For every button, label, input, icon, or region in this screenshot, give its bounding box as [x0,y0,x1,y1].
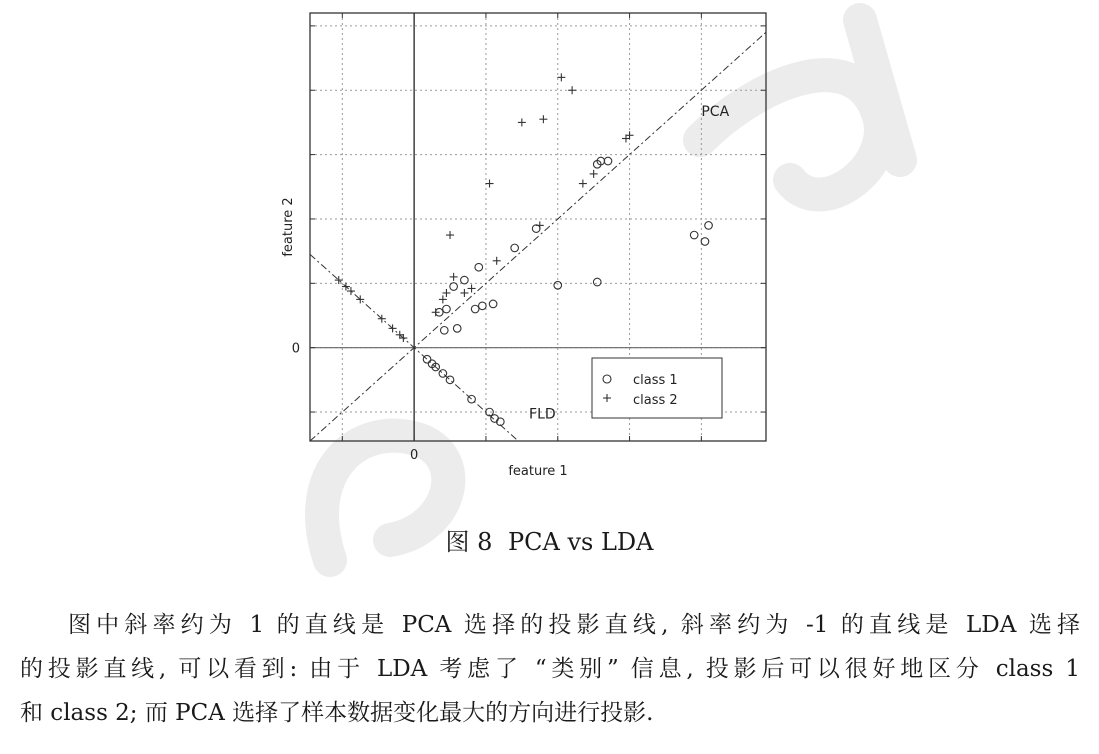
class2-marker [486,180,494,188]
body-paragraph [20,603,1080,735]
class1-marker [471,305,479,313]
class1-marker [475,263,483,271]
y-axis-label: feature 2 [281,197,296,257]
class1-marker [532,225,540,233]
class1-marker [423,355,431,363]
class1-marker [604,157,612,165]
figure-caption [0,522,1099,557]
legend-label-class1: class 1 [633,373,678,388]
class2-marker [446,231,454,239]
class2-marker [342,283,350,291]
class2-marker [539,115,547,123]
x-tick-label: 0 [409,448,419,463]
class1-marker [554,281,562,289]
class1-marker [446,376,454,384]
class2-marker [493,257,501,265]
paragraph-line-2: 的投影直线, 可以看到: 由于 LDA 考虑了 “类别” 信息, 投影后可以很好地区分 class 1 [20,656,1080,682]
class2-marker [518,118,526,126]
class1-marker [701,238,709,246]
class1-marker [690,231,698,239]
class2-marker [568,86,576,94]
class1-marker [461,276,469,284]
class1-marker [453,325,461,333]
x-axis-label: feature 1 [508,464,568,479]
legend-label-class2: class 2 [633,393,678,408]
class2-marker [590,170,598,178]
class1-marker [491,415,499,423]
class2-marker [442,289,450,297]
class2-marker [557,73,565,81]
tick-labels [292,342,419,463]
class1-marker [593,278,601,286]
class1-marker [440,326,448,334]
class2-marker [432,308,440,316]
class1-marker [479,302,487,310]
class1-marker [450,283,458,291]
y-tick-label: 0 [291,341,300,357]
legend [592,358,722,418]
figure-title: PCA vs LDA [508,528,654,556]
class1-marker [443,305,451,313]
class1-marker [439,370,447,378]
paragraph-line-1: 图中斜率约为 1 的直线是 PCA 选择的投影直线, 斜率约为 -1 的直线是 LDA 选择 [68,612,1080,638]
class1-marker [511,244,519,252]
class2-marker [460,289,468,297]
class2-marker [439,295,447,303]
pca-line-label: PCA [701,103,730,120]
class2-marker [536,221,544,229]
class2-marker [579,180,587,188]
class2-marker [450,273,458,281]
class1-marker [489,300,497,308]
paragraph-line-3: 和 class 2; 而 PCA 选择了样本数据变化最大的方向进行投影. [20,700,654,726]
fld-line-label: FLD [529,406,556,423]
class2-marker [468,284,476,292]
figure-number: 图 8 [445,528,493,556]
class1-marker [705,222,713,230]
legend-box [592,358,722,418]
